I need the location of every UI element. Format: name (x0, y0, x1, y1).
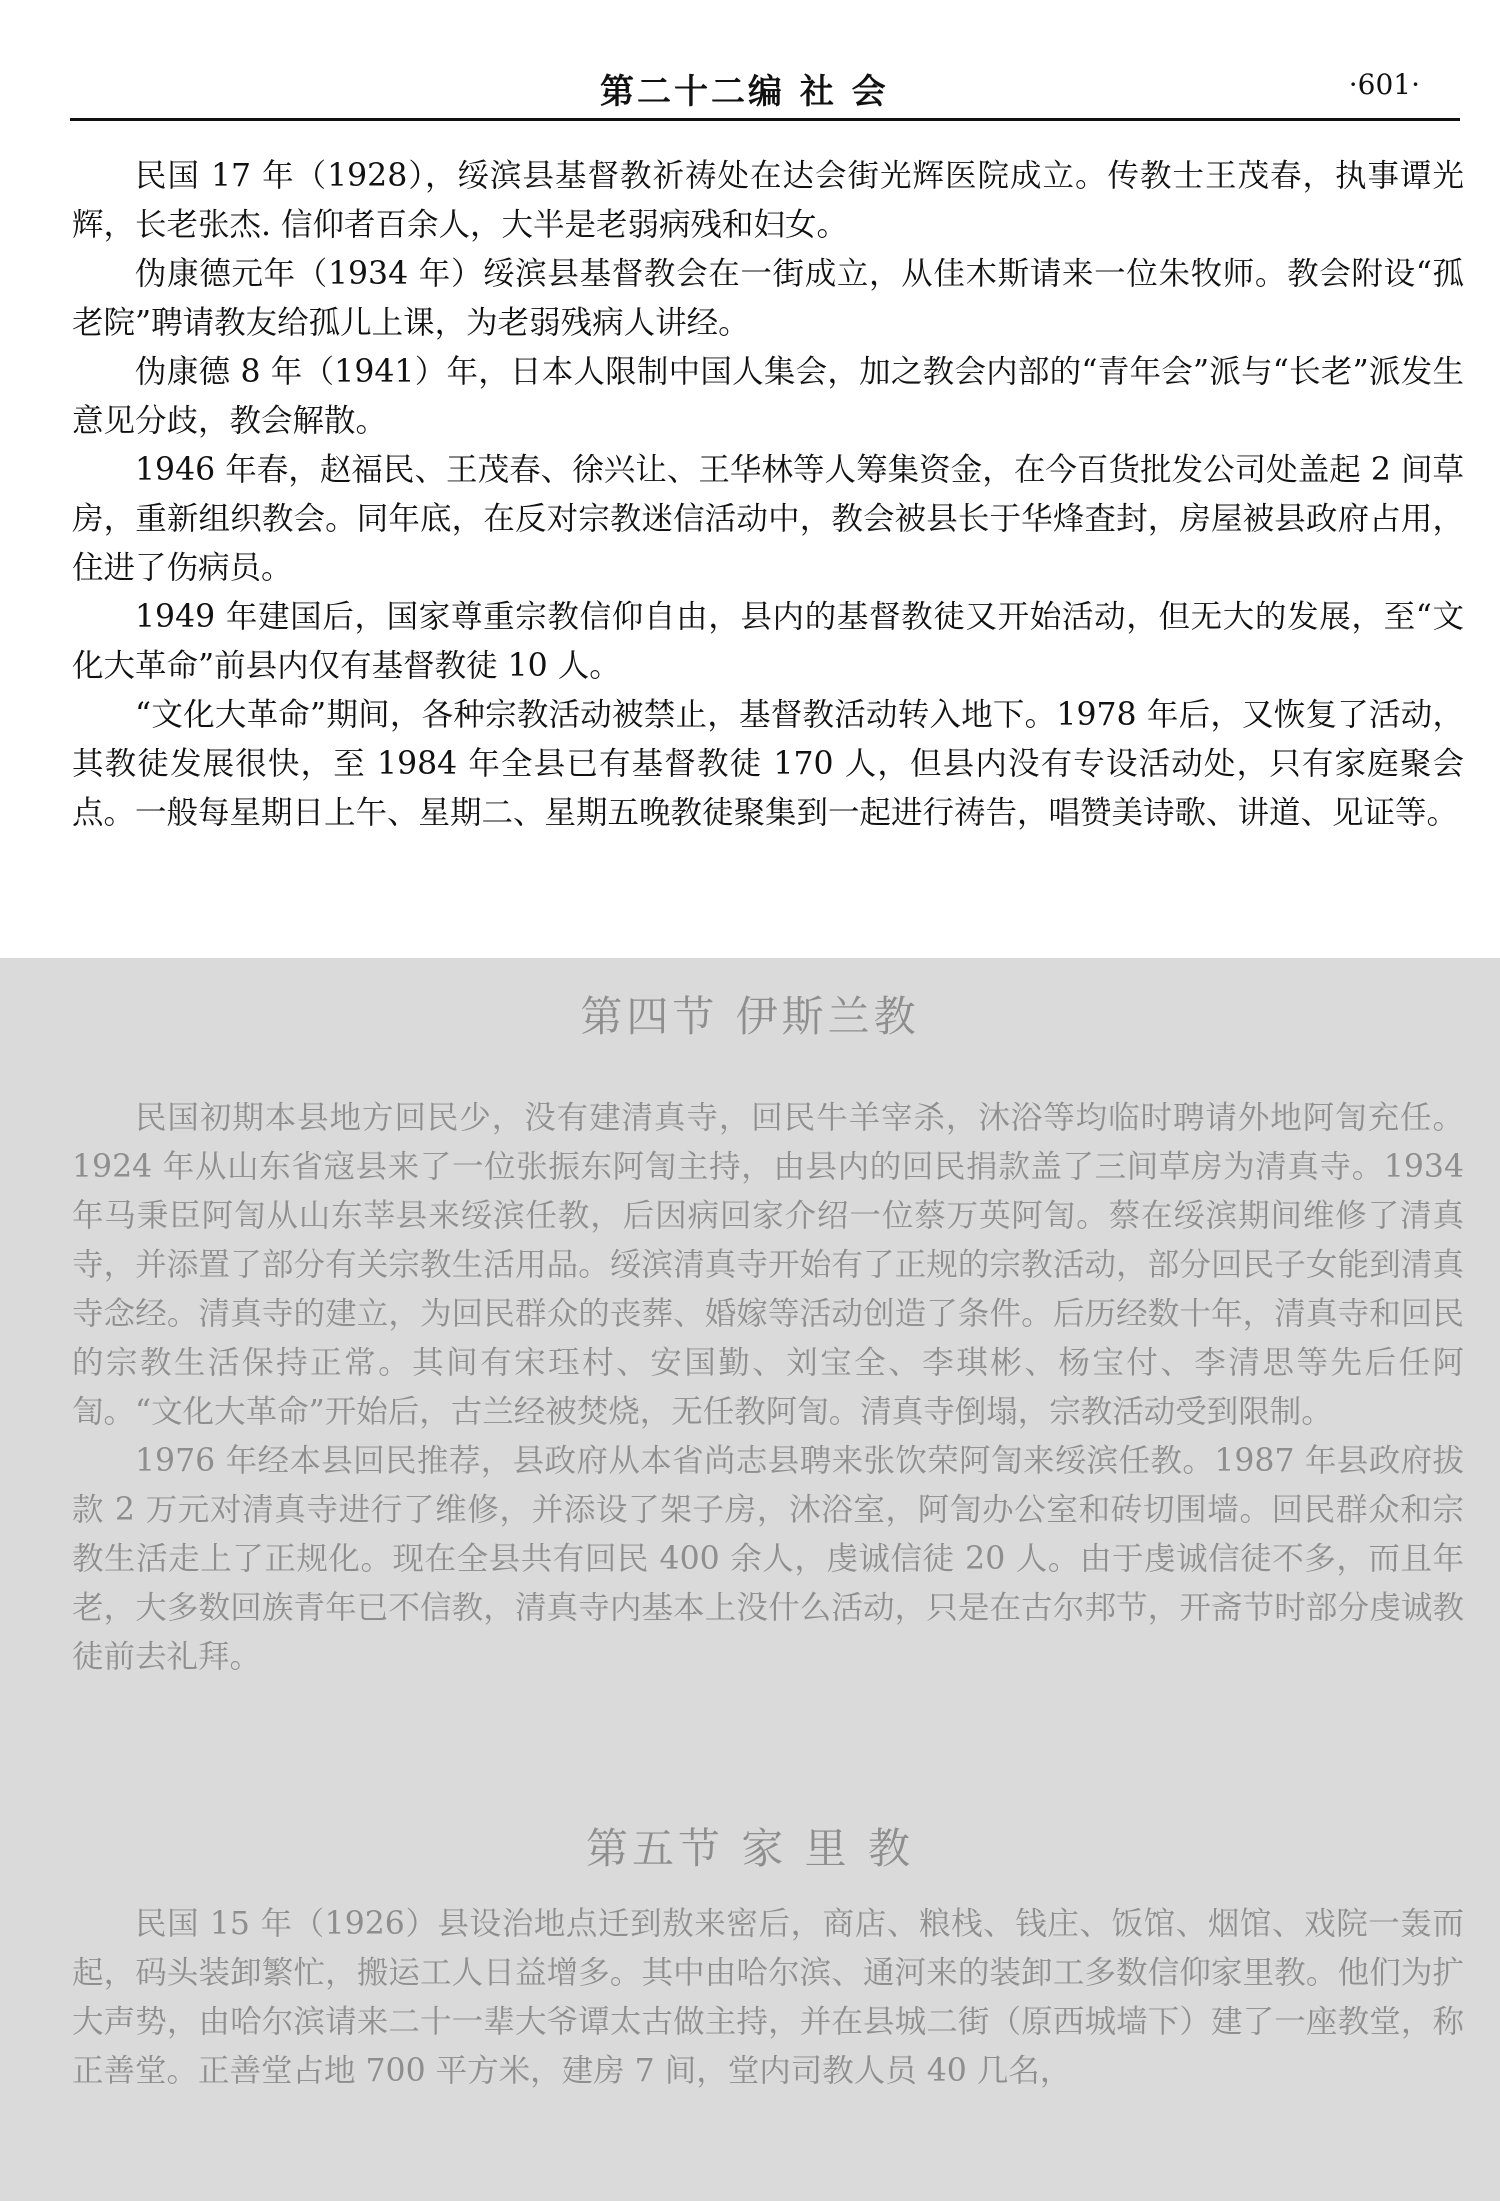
paragraph: “文化大革命”期间，各种宗教活动被禁止，基督教活动转入地下。1978 年后，又恢复了活动，其教徒发展很快，至 1984 年全县已有基督教徒 170 人，但县内没有专设活动处，只有家庭聚会点。一般每星期日上午、星期二、星期五晚教徒聚集到一起进行祷告，唱赞美诗歌、讲道、见证等。 (72, 697, 1464, 831)
paragraph: 1949 年建国后，国家尊重宗教信仰自由，县内的基督教徒又开始活动，但无大的发展，至“文化大革命”前县内仅有基督教徒 10 人。 (72, 599, 1464, 684)
christianity-section-body (72, 152, 1464, 838)
paragraph: 1946 年春，赵福民、王茂春、徐兴让、王华林等人筹集资金，在今百货批发公司处盖起 2 间草房，重新组织教会。同年底，在反对宗教迷信活动中，教会被县长于华烽査封，房屋被县政府占用，住进了伤病员。 (72, 452, 1464, 586)
page-number: ·601· (1348, 68, 1420, 101)
section-title-islam: 第四节 伊斯兰教 (580, 992, 920, 1041)
jiali-section-body (72, 1900, 1464, 2096)
paragraph: 伪康德元年（1934 年）绥滨县基督教会在一街成立，从佳木斯请来一位朱牧师。教会附设“孤老院”聘请教友给孤儿上课，为老弱残病人讲经。 (72, 256, 1464, 341)
paragraph: 民国初期本县地方回民少，没有建清真寺，回民牛羊宰杀，沐浴等均临时聘请外地阿訇充任。1924 年从山东省寇县来了一位张振东阿訇主持，由县内的回民捐款盖了三间草房为清真寺。1934 年马秉臣阿訇从山东莘县来绥滨任教，后因病回家介绍一位蔡万英阿訇。蔡在绥滨期间维修了清真寺，并添置了部分有关宗教生活用品。绥滨清真寺开始有了正规的宗教活动，部分回民子女能到清真寺念经。清真寺的建立，为回民群众的丧葬、婚嫁等活动创造了条件。后历经数十年，清真寺和回民的宗教生活保持正常。其间有宋珏村、安国勤、刘宝全、李琪彬、杨宝付、李清思等先后任阿訇。“文化大革命”开始后，古兰经被焚烧，无任教阿訇。清真寺倒塌，宗教活动受到限制。 (72, 1100, 1464, 1430)
paragraph: 民国 15 年（1926）县设治地点迁到敖来密后，商店、粮栈、钱庄、饭馆、烟馆、戏院一轰而起，码头装卸繁忙，搬运工人日益增多。其中由哈尔滨、通河来的装卸工多数信仰家里教。他们为扩大声势，由哈尔滨请来二十一辈大爷谭太古做主持，并在县城二街（原西城墙下）建了一座教堂，称正善堂。正善堂占地 700 平方米，建房 7 间，堂内司教人员 40 几名， (72, 1906, 1464, 2089)
faded-region (0, 958, 1500, 2201)
chapter-title: 第二十二编 社 会 (600, 72, 889, 112)
paragraph: 伪康德 8 年（1941）年，日本人限制中国人集会，加之教会内部的“青年会”派与“长老”派发生意见分歧，教会解散。 (72, 354, 1464, 439)
islam-section-body (72, 1094, 1464, 1682)
header-rule (70, 118, 1460, 121)
paragraph: 民国 17 年（1928），绥滨县基督教祈祷处在达会街光辉医院成立。传教士王茂春，执事谭光辉，长老张杰. 信仰者百余人，大半是老弱病残和妇女。 (72, 158, 1464, 243)
paragraph: 1976 年经本县回民推荐，县政府从本省尚志县聘来张饮荣阿訇来绥滨任教。1987 年县政府拔款 2 万元对清真寺进行了维修，并添设了架子房，沐浴室，阿訇办公室和砖切围墙。回民群众和宗教生活走上了正规化。现在全县共有回民 400 余人，虔诚信徒 20 人。由于虔诚信徒不多，而且年老，大多数回族青年已不信教，清真寺内基本上没什么活动，只是在古尔邦节，开斋节时部分虔诚教徒前去礼拜。 (72, 1443, 1464, 1675)
section-title-jiali: 第五节 家 里 教 (585, 1824, 915, 1873)
page-header (70, 62, 1460, 122)
